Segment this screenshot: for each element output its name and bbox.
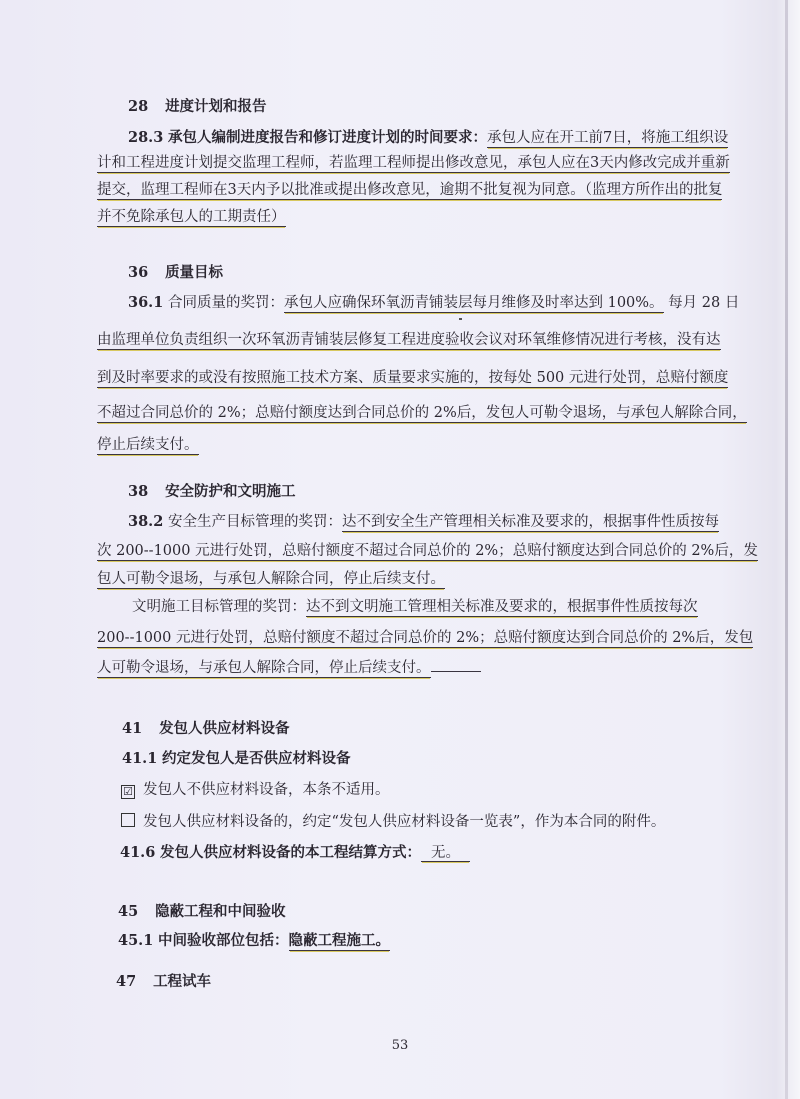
clause-text: 计和工程进度计划提交监理工程师，若监理工程师提出修改意见，承包人应在3天内修改完成并重新 (97, 155, 730, 171)
clause-text: 不超过合同总价的 2%；总赔付额度达到合同总价的 2%后，发包人可勒令退场，与承包人解除合同， (97, 405, 747, 421)
section-title: 发包人供应材料设备 (159, 720, 290, 737)
section-47-heading (116, 972, 680, 992)
clause-title: 约定发包人是否供应材料设备 (162, 750, 351, 767)
clause-text: 或没有按照施工技术方案、质量要求实施的，按每处 500 元进行处罚，总赔付额度 (198, 370, 729, 386)
option-text: 发包人供应材料设备的，约定“发包人供应材料设备一览表”，作为本合同的附件。 (143, 814, 666, 830)
clause-label: 承包人编制进度报告和修订进度计划的时间要求： (168, 129, 487, 146)
clause-36-1-line (97, 435, 692, 455)
option-text: 发包人不供应材料设备，本条不适用。 (143, 782, 390, 798)
section-45-heading (118, 902, 682, 922)
clause-number: 28.3 (128, 129, 164, 146)
clause-text: 包人可勒令退场，与承包人解除合同，停止后续支付。 (97, 571, 445, 587)
clause-36-1-line (97, 368, 729, 388)
clause-text: 达不到文明施工管理相关标准及要求的，根据事件性质按每次 (306, 599, 698, 615)
settlement-method-value: 无。 (421, 845, 470, 862)
clause-36-1-line (128, 293, 740, 313)
clause-number: 41.1 (122, 750, 158, 767)
clause-41-1-heading (122, 749, 686, 769)
clause-text: 到及时率要求的 (97, 370, 199, 386)
section-number: 47 (116, 973, 137, 990)
clause-text: 次 200--1000 元进行处罚，总赔付额度不超过合同总价的 2%；总赔付额度达到合同总价的 2%后，发 (97, 543, 758, 559)
section-number: 28 (128, 98, 149, 115)
clause-28-3-line (97, 180, 723, 200)
clause-label: 文明施工目标管理的奖罚： (132, 599, 306, 615)
clause-text: 并不免除承包人的工期责任） (97, 209, 286, 225)
scan-speck (459, 318, 462, 320)
clause-label: 合同质量的奖罚： (168, 295, 284, 311)
clause-text: 提交，监理工程师在3天内予以批准或提出修改意见，逾期不批复视为同意。（监理方所作出的批复 (97, 182, 723, 198)
clause-28-3-line (97, 207, 692, 227)
clause-41-6-line (120, 843, 684, 863)
clause-28-3-line (97, 153, 730, 173)
option-supplied (121, 812, 685, 832)
page-number: 53 (391, 1038, 409, 1053)
section-36-heading (128, 263, 692, 283)
clause-38-2-line (128, 512, 719, 532)
clause-text: 每月 28 日 (668, 295, 740, 311)
clause-38-2-line (97, 541, 758, 561)
clause-text: 200--1000 元进行处罚，总赔付额度不超过合同总价的 2%；总赔付额度达到合同总价的 2%后，发包 (97, 630, 754, 646)
clause-36-1-line (97, 330, 721, 350)
clause-number: 36.1 (128, 294, 164, 311)
civil-construction-line (97, 628, 754, 648)
section-title: 安全防护和文明施工 (165, 483, 296, 500)
civil-construction-line (97, 658, 692, 678)
clause-number: 45.1 (118, 932, 154, 949)
clause-label: 发包人供应材料设备的本工程结算方式： (160, 844, 421, 861)
clause-28-3-line (128, 128, 729, 148)
unchecked-checkbox-icon (121, 813, 135, 827)
section-38-heading (128, 482, 692, 502)
clause-text: 由监理单位负责组织一次环氧沥青铺装层修复工程进度验收会议对环氧维修情况进行考核，没有达 (97, 332, 721, 348)
section-number: 45 (118, 903, 139, 920)
checked-checkbox-icon: ☑ (121, 785, 135, 799)
section-number: 36 (128, 264, 149, 281)
section-title: 进度计划和报告 (165, 98, 267, 115)
clause-text: 承包人应确保环氧沥青铺装层每月维修及时率达到 100%。 (284, 295, 664, 311)
clause-text: 人可勒令退场，与承包人解除合同，停止后续支付。 (97, 660, 431, 676)
inspection-parts-value: 隐蔽工程施工。 (288, 932, 390, 949)
clause-label: 安全生产目标管理的奖罚： (168, 514, 342, 530)
clause-text: 承包人应在开工前7日，将施工组织设 (487, 130, 729, 146)
clause-36-1-line (97, 403, 747, 423)
option-not-supplied (121, 780, 685, 800)
section-title: 隐蔽工程和中间验收 (155, 903, 286, 920)
clause-38-2-line (97, 569, 692, 589)
section-title: 工程试车 (153, 973, 212, 990)
section-41-heading (122, 719, 686, 739)
clause-text: 停止后续支付。 (97, 437, 199, 453)
page-edge-shadow (785, 0, 788, 1099)
section-28-heading (128, 97, 692, 117)
section-number: 38 (128, 483, 149, 500)
section-number: 41 (122, 720, 143, 737)
section-title: 质量目标 (165, 264, 224, 281)
clause-label: 中间验收部位包括： (158, 932, 289, 949)
clause-text: 达不到安全生产管理相关标准及要求的，根据事件性质按每 (342, 514, 719, 530)
clause-number: 41.6 (120, 844, 156, 861)
clause-45-1-line (118, 931, 682, 951)
civil-construction-line (132, 597, 698, 617)
clause-number: 38.2 (128, 513, 164, 530)
